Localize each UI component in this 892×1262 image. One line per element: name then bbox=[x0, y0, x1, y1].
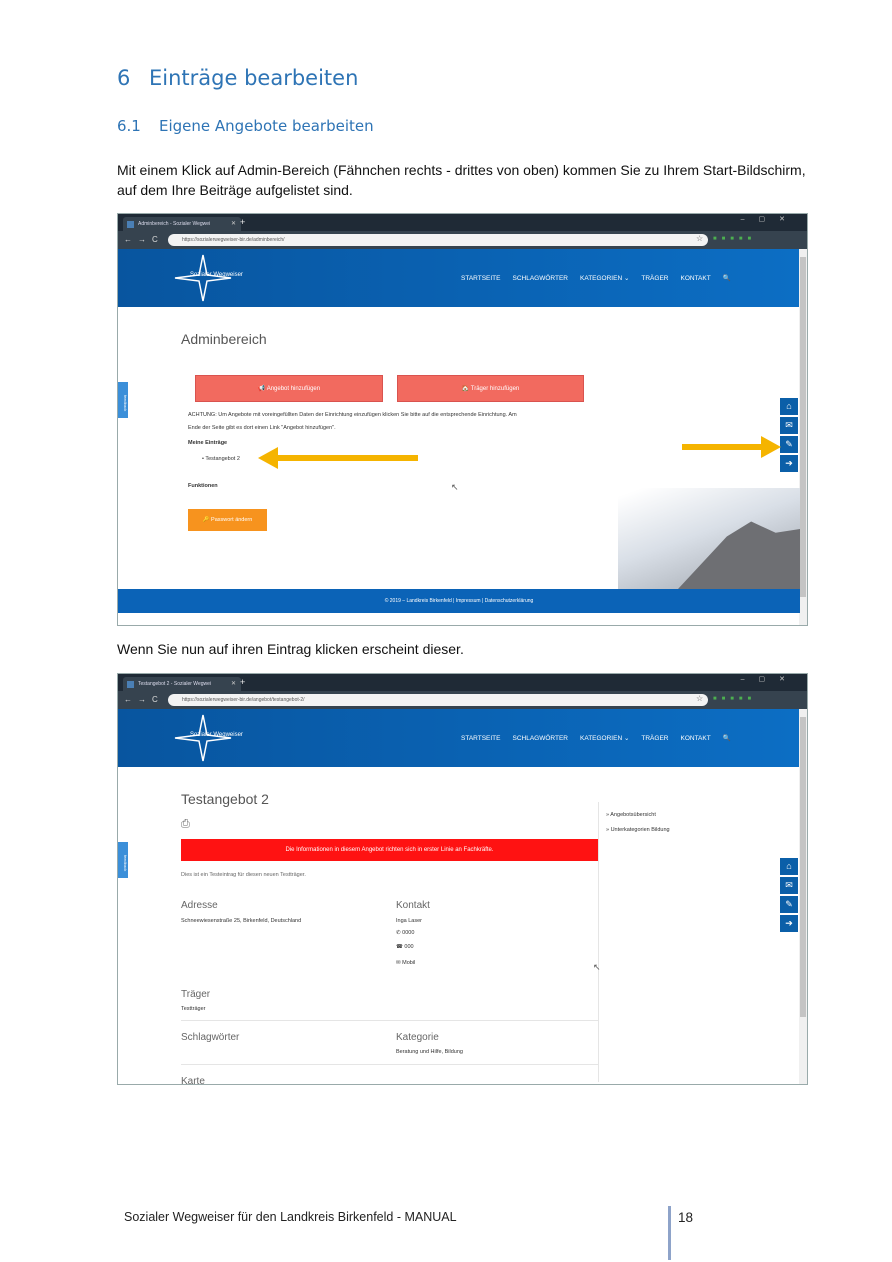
arrowhead-left-icon bbox=[258, 447, 278, 469]
feedback-tab[interactable]: feedback bbox=[118, 842, 128, 878]
notice-line-2: Ende der Seite gibt es dort einen Link "Angebot hinzufügen". bbox=[188, 425, 336, 431]
nav-traeger[interactable]: TRÄGER bbox=[641, 275, 669, 282]
description: Dies ist ein Testeintrag für diesen neuen Testträger. bbox=[181, 872, 306, 878]
browser-tab[interactable] bbox=[123, 677, 241, 691]
main-nav bbox=[461, 734, 743, 742]
scrollbar[interactable] bbox=[799, 249, 807, 625]
nav-startseite[interactable]: STARTSEITE bbox=[461, 275, 501, 282]
site-header bbox=[118, 249, 800, 307]
sidebar-divider bbox=[598, 802, 599, 1082]
divider-2 bbox=[181, 1064, 598, 1065]
browser-nav-icons[interactable]: ←→C bbox=[124, 695, 164, 704]
wrench-icon[interactable]: ✎ bbox=[780, 436, 798, 453]
cursor-icon: ↖ bbox=[451, 482, 459, 492]
heading-1 bbox=[117, 66, 358, 90]
cursor-icon: ↖ bbox=[593, 962, 601, 972]
my-entries-label: Meine Einträge bbox=[188, 440, 228, 446]
contact-fax bbox=[396, 944, 414, 950]
sidebar-link-overview[interactable]: » Angebotsübersicht bbox=[606, 812, 656, 818]
professional-notice: Die Informationen in diesem Angebot richten sich in erster Linie an Fachkräfte. bbox=[181, 839, 598, 861]
sidebar-link-subcategories[interactable]: » Unterkategorien Bildung bbox=[606, 827, 670, 833]
browser-tabbar bbox=[118, 674, 807, 691]
browser-nav-icons[interactable]: ←→C bbox=[124, 235, 164, 244]
logo-text: Sozialer Wegweiser bbox=[190, 732, 243, 738]
url-field[interactable]: https://sozialerwegweiser-bir.de/adminbereich/ bbox=[168, 234, 708, 246]
phone-icon: ✆ bbox=[396, 930, 403, 936]
logout-icon[interactable]: ➔ bbox=[780, 455, 798, 472]
contact-phone bbox=[396, 930, 414, 936]
divider-1 bbox=[181, 1020, 598, 1021]
nav-kategorien[interactable]: KATEGORIEN ⌄ bbox=[580, 735, 630, 742]
logout-icon[interactable]: ➔ bbox=[780, 915, 798, 932]
footer-rule bbox=[668, 1206, 671, 1260]
scroll-thumb[interactable] bbox=[800, 717, 806, 1017]
bookmark-star-icon[interactable]: ☆ bbox=[696, 234, 704, 243]
tab-title: Adminbereich - Sozialer Wegwei bbox=[138, 221, 211, 227]
side-icons bbox=[780, 858, 798, 934]
browser-addressbar bbox=[118, 231, 807, 249]
map-heading: Karte bbox=[181, 1076, 205, 1085]
paragraph-entry: Wenn Sie nun auf ihren Eintrag klicken erscheint dieser. bbox=[117, 641, 464, 657]
heading-2-text: Eigene Angebote bearbeiten bbox=[159, 117, 374, 135]
entry-label: Testangebot 2 bbox=[205, 456, 240, 462]
window-controls[interactable]: –▢✕ bbox=[740, 676, 799, 683]
scroll-thumb[interactable] bbox=[800, 257, 806, 597]
new-tab-icon[interactable]: + bbox=[240, 677, 246, 687]
megaphone-icon[interactable]: ✉ bbox=[780, 877, 798, 894]
heading-1-text: Einträge bearbeiten bbox=[149, 66, 359, 90]
change-password-button[interactable]: 🔑 Passwort ändern bbox=[188, 509, 267, 531]
favicon-icon bbox=[127, 221, 134, 228]
category-heading: Kategorie bbox=[396, 1032, 439, 1043]
heading-2 bbox=[117, 117, 374, 135]
extension-icons[interactable]: ■■■■■ bbox=[713, 236, 757, 242]
arrow-right-annotation bbox=[682, 444, 764, 450]
arrow-left-annotation bbox=[273, 455, 418, 461]
screenshot-admin bbox=[117, 213, 808, 626]
entry-link[interactable]: • Testangebot 2 bbox=[202, 456, 240, 462]
add-provider-label: Träger hinzufügen bbox=[470, 386, 520, 392]
nav-traeger[interactable]: TRÄGER bbox=[641, 735, 669, 742]
paragraph-admin: Mit einem Klick auf Admin-Bereich (Fähnchen rechts - drittes von oben) kommen Sie zu Ihrem Start-Bildschirm, auf dem Ihre Beiträge aufgelistet sind. bbox=[117, 162, 806, 198]
new-tab-icon[interactable]: + bbox=[240, 217, 246, 227]
search-icon[interactable]: 🔍 bbox=[722, 735, 731, 742]
functions-label: Funktionen bbox=[188, 483, 218, 489]
browser-tab[interactable] bbox=[123, 217, 241, 231]
home-icon[interactable]: ⌂ bbox=[780, 858, 798, 875]
browser-addressbar bbox=[118, 691, 807, 709]
heading-1-number: 6 bbox=[117, 66, 131, 90]
favicon-icon bbox=[127, 681, 134, 688]
page-title: Testangebot 2 bbox=[181, 791, 269, 807]
contact-fax-value: 000 bbox=[404, 944, 414, 950]
fax-icon: ☎ bbox=[396, 944, 405, 950]
extension-icons[interactable]: ■■■■■ bbox=[713, 696, 757, 702]
heading-2-number: 6.1 bbox=[117, 117, 141, 135]
search-icon[interactable]: 🔍 bbox=[722, 275, 731, 282]
add-offer-button[interactable]: 📢 Angebot hinzufügen bbox=[195, 375, 383, 402]
nav-schlagwoerter[interactable]: SCHLAGWÖRTER bbox=[512, 275, 568, 282]
arrowhead-right-icon bbox=[761, 436, 781, 458]
wrench-icon[interactable]: ✎ bbox=[780, 896, 798, 913]
side-icons bbox=[780, 398, 798, 474]
contact-heading: Kontakt bbox=[396, 900, 430, 911]
feedback-tab[interactable]: feedback bbox=[118, 382, 128, 418]
contact-phone-value: 0000 bbox=[402, 930, 415, 936]
site-footer[interactable]: © 2019 – Landkreis Birkenfeld | Impressum | Datenschutzerklärung bbox=[118, 589, 800, 613]
page-title: Adminbereich bbox=[181, 331, 267, 347]
contact-name: Inga Laser bbox=[396, 918, 422, 924]
nav-startseite[interactable]: STARTSEITE bbox=[461, 735, 501, 742]
close-tab-icon[interactable]: ✕ bbox=[230, 221, 236, 227]
nav-kontakt[interactable]: KONTAKT bbox=[680, 735, 711, 742]
print-icon[interactable]: ⎙ bbox=[181, 818, 190, 830]
megaphone-icon[interactable]: ✉ bbox=[780, 417, 798, 434]
add-offer-label: Angebot hinzufügen bbox=[266, 386, 321, 392]
bookmark-star-icon[interactable]: ☆ bbox=[696, 694, 704, 703]
main-nav bbox=[461, 274, 743, 282]
provider-value: Testträger bbox=[181, 1006, 206, 1012]
category-value[interactable]: Beratung und Hilfe, Bildung bbox=[396, 1049, 463, 1055]
screenshot-entry bbox=[117, 673, 808, 1085]
notice-line-1: ACHTUNG: Um Angebote mit voreingefüllten Daten der Einrichtung einzufügen klicken Sie bitte auf die entsprechende Einrichtung. Am bbox=[188, 412, 517, 418]
keywords-heading: Schlagwörter bbox=[181, 1032, 240, 1043]
footer-text: Sozialer Wegweiser für den Landkreis Birkenfeld - MANUAL bbox=[124, 1210, 457, 1224]
nav-kontakt[interactable]: KONTAKT bbox=[680, 275, 711, 282]
tab-title: Testangebot 2 - Sozialer Wegwei bbox=[138, 681, 212, 687]
browser-tabbar bbox=[118, 214, 807, 231]
home-icon[interactable]: ⌂ bbox=[780, 398, 798, 415]
window-controls[interactable]: –▢✕ bbox=[740, 216, 799, 223]
address-heading: Adresse bbox=[181, 900, 218, 911]
logo-text: Sozialer Wegweiser bbox=[190, 272, 243, 278]
contact-mail-value: Mobil bbox=[402, 960, 416, 966]
add-provider-button[interactable]: 🏠 Träger hinzufügen bbox=[397, 375, 584, 402]
close-tab-icon[interactable]: ✕ bbox=[230, 681, 236, 687]
contact-mail[interactable] bbox=[396, 960, 415, 966]
nav-kategorien[interactable]: KATEGORIEN ⌄ bbox=[580, 275, 630, 282]
change-password-label: Passwort ändern bbox=[211, 517, 253, 523]
url-field[interactable]: https://sozialerwegweiser-bir.de/angebot/testangebot-2/ bbox=[168, 694, 708, 706]
mail-icon: ✉ bbox=[396, 960, 403, 966]
address-value: Schneewiesenstraße 25, Birkenfeld, Deutschland bbox=[181, 918, 302, 924]
provider-heading: Träger bbox=[181, 989, 211, 1000]
page-number: 18 bbox=[678, 1210, 694, 1225]
scrollbar[interactable] bbox=[799, 709, 807, 1084]
site-header bbox=[118, 709, 800, 767]
nav-schlagwoerter[interactable]: SCHLAGWÖRTER bbox=[512, 735, 568, 742]
